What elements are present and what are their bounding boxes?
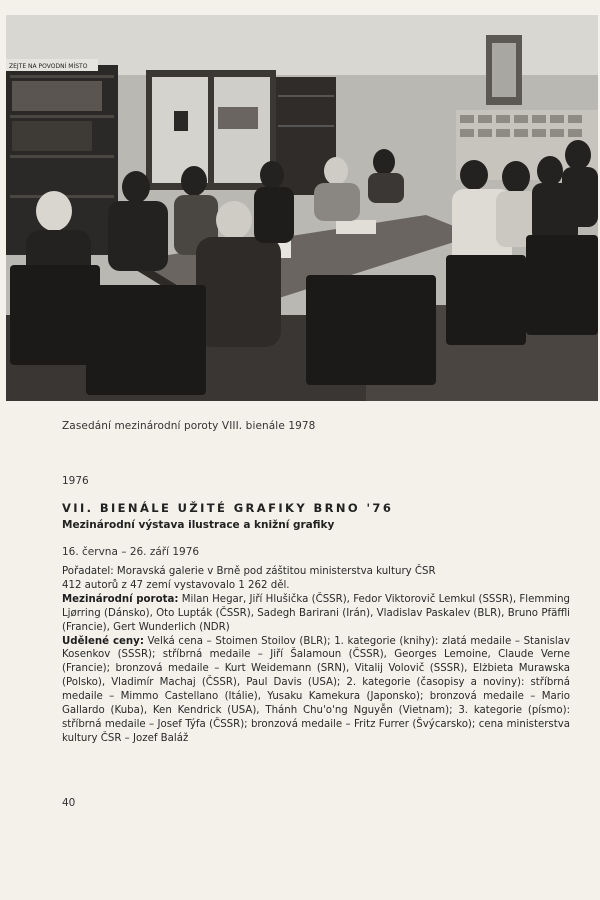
jury-label: Mezinárodní porota:	[62, 593, 179, 605]
section-subheading: Mezinárodní výstava ilustrace a knižní grafiky	[62, 519, 335, 531]
organizer-line: Pořadatel: Moravská galerie v Brně pod záštitou ministerstva kultury ČSR	[62, 566, 436, 577]
exhibitors-line: 412 autorů z 47 zemí vystavovalo 1 262 děl.	[62, 579, 290, 591]
page-number: 40	[62, 797, 76, 809]
awards-text: Velká cena – Stoimen Stoilov (BLR); 1. kategorie (knihy): zlatá medaile – Stanislav Kosenkov (SSSR); stříbrná medaile – Jiří Šalamoun (ČSSR), Georges Lemoine, Claude Verne (Francie); bronzová medaile – Kurt Weidemann (SRN), Vitalij Volovič (SSSR), Elżbieta Murawska (Polsko), Vladimír Machaj (ČSSR), Paul Davis (USA); 2. kategorie (časopisy a noviny): stříbrná medaile – Mimmo Castellano (Itálie), Yusaku Kamekura (Japonsko); bronzová medaile – Mario Gallardo (Kuba), Ken Kendrick (USA), Thánh Chu'o'ng Nguyễn (Vietnam); 3. kategorie (písmo): stříbrná medaile – Josef Týfa (ČSSR); bronzová medaile – Fritz Furrer (Švýcarsko); cena ministerstva kultury ČSR – Jozef Baláž	[62, 635, 570, 744]
jury-paragraph	[62, 593, 570, 635]
sign-text: ZEJTE NA POVODNÍ MÍSTO	[9, 63, 88, 70]
photo-illustration	[6, 15, 598, 401]
jury-text: Milan Hegar, Jiří Hlušička (ČSSR), Fedor Viktorovič Lemkul (SSSR), Flemming Ljørring (Dánsko), Oto Lupták (ČSSR), Sadegh Barirani (Irán), Vladislav Paskalev (BLR), Bruno Pfäffli (Francie), Gert Wunderlich (NDR)	[62, 593, 570, 633]
jury-meeting-photo	[6, 15, 598, 401]
year-label: 1976	[62, 475, 89, 487]
awards-label: Udělené ceny:	[62, 635, 144, 647]
photo-caption: Zasedání mezinárodní poroty VIII. bienále 1978	[62, 420, 316, 432]
exhibition-dates: 16. června – 26. září 1976	[62, 546, 200, 558]
section-heading: VII. BIENÁLE UŽITÉ GRAFIKY BRNO '76	[62, 501, 394, 515]
body-text	[62, 565, 570, 746]
awards-paragraph	[62, 635, 570, 746]
